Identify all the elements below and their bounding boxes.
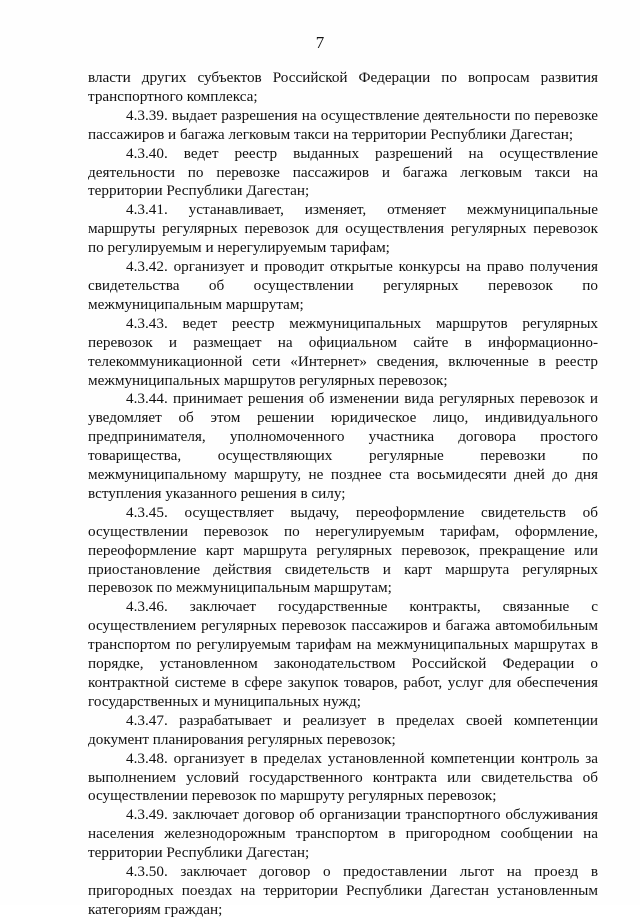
paragraph-4-3-47 — [88, 712, 598, 750]
paragraph-number: 4.3.44. — [126, 390, 168, 408]
paragraph-number: 4.3.41. — [126, 201, 168, 219]
page-number: 7 — [315, 33, 325, 52]
paragraph-text: организует и проводит открытые конкурсы на право получения свидетельства об осуществлении регулярных перевозок по межмуниципальным маршрутам; — [88, 258, 598, 313]
paragraph-continuation — [88, 69, 598, 107]
paragraph-4-3-43 — [88, 315, 598, 391]
paragraph-4-3-50 — [88, 863, 598, 920]
paragraph-number: 4.3.43. — [126, 314, 168, 332]
paragraph-number: 4.3.46. — [126, 598, 168, 616]
paragraph-text: ведет реестр межмуниципальных маршрутов регулярных перевозок и размещает на официальном сайте в информационно-телекоммуникационной сети «Интернет» сведения, включенные в реестр межмуниципальных маршрутов регулярных перевозок; — [88, 314, 598, 389]
paragraph-text: осуществляет выдачу, переоформление свидетельств об осуществлении перевозок по нерегулируемым тарифам, оформление, переоформление карт маршрута регулярных перевозок, прекращение или приостановление действия свидетельств и карт маршрута регулярных перевозок по межмуниципальным маршрутам; — [88, 503, 598, 597]
paragraph-4-3-48 — [88, 750, 598, 807]
paragraph-text: власти других субъектов Российской Федерации по вопросам развития транспортного комплекса; — [88, 69, 598, 105]
paragraph-number: 4.3.49. — [126, 806, 168, 824]
paragraph-text: организует в пределах установленной компетенции контроль за выполнением условий государственного контракта или свидетельства об осуществлении перевозок по маршруту регулярных перевозок; — [88, 749, 598, 805]
paragraph-number: 4.3.47. — [126, 711, 168, 729]
paragraph-number: 4.3.40. — [126, 144, 168, 162]
paragraph-4-3-44 — [88, 390, 598, 503]
paragraph-4-3-40 — [88, 145, 598, 202]
paragraph-4-3-49 — [88, 806, 598, 863]
paragraph-number: 4.3.48. — [126, 749, 168, 767]
paragraph-4-3-41 — [88, 201, 598, 258]
paragraph-text: принимает решения об изменении вида регулярных перевозок и уведомляет об этом решении юридическое лицо, индивидуального предпринимателя, уполномоченного участника договора простого товарищества, осуществляющих регулярные перевозки по межмуниципальному маршруту, не позднее ста восьмидесяти дней до дня вступления указанного решения в силу; — [88, 390, 599, 502]
document-body — [88, 69, 598, 920]
paragraph-4-3-46 — [88, 598, 598, 711]
paragraph-4-3-45 — [88, 504, 598, 599]
paragraph-text: заключает государственные контракты, связанные с осуществлением регулярных перевозок пассажиров и багажа автомобильным транспортом по регулируемым тарифам на межмуниципальных маршрутах в порядке, установленном законодательством Российской Федерации о контрактной системе в сфере закупок товаров, работ, услуг для обеспечения государственных и муниципальных нужд; — [88, 598, 599, 710]
paragraph-number: 4.3.45. — [126, 503, 168, 521]
paragraph-number: 4.3.50. — [126, 863, 168, 881]
paragraph-4-3-42 — [88, 258, 598, 315]
paragraph-4-3-39 — [88, 107, 598, 145]
paragraph-number: 4.3.39. — [126, 106, 168, 124]
paragraph-text: заключает договор об организации транспортного обслуживания населения железнодорожным транспортом в пригородном сообщении на территории Республики Дагестан; — [88, 806, 598, 862]
paragraph-text: разрабатывает и реализует в пределах своей компетенции документ планирования регулярных перевозок; — [88, 711, 599, 748]
paragraph-text: устанавливает, изменяет, отменяет межмуниципальные маршруты регулярных перевозок для осуществления регулярных перевозок по регулируемым и нерегулируемым тарифам; — [88, 201, 598, 257]
paragraph-text: выдает разрешения на осуществление деятельности по перевозке пассажиров и багажа легковым такси на территории Республики Дагестан; — [88, 106, 598, 143]
paragraph-text: ведет реестр выданных разрешений на осуществление деятельности по перевозке пассажиров и багажа легковым такси на территории Республики Дагестан; — [88, 144, 598, 200]
paragraph-text: заключает договор о предоставлении льгот на проезд в пригородных поездах на территории Республики Дагестан установленным категориям граждан; — [88, 863, 599, 918]
paragraph-number: 4.3.42. — [126, 258, 168, 276]
